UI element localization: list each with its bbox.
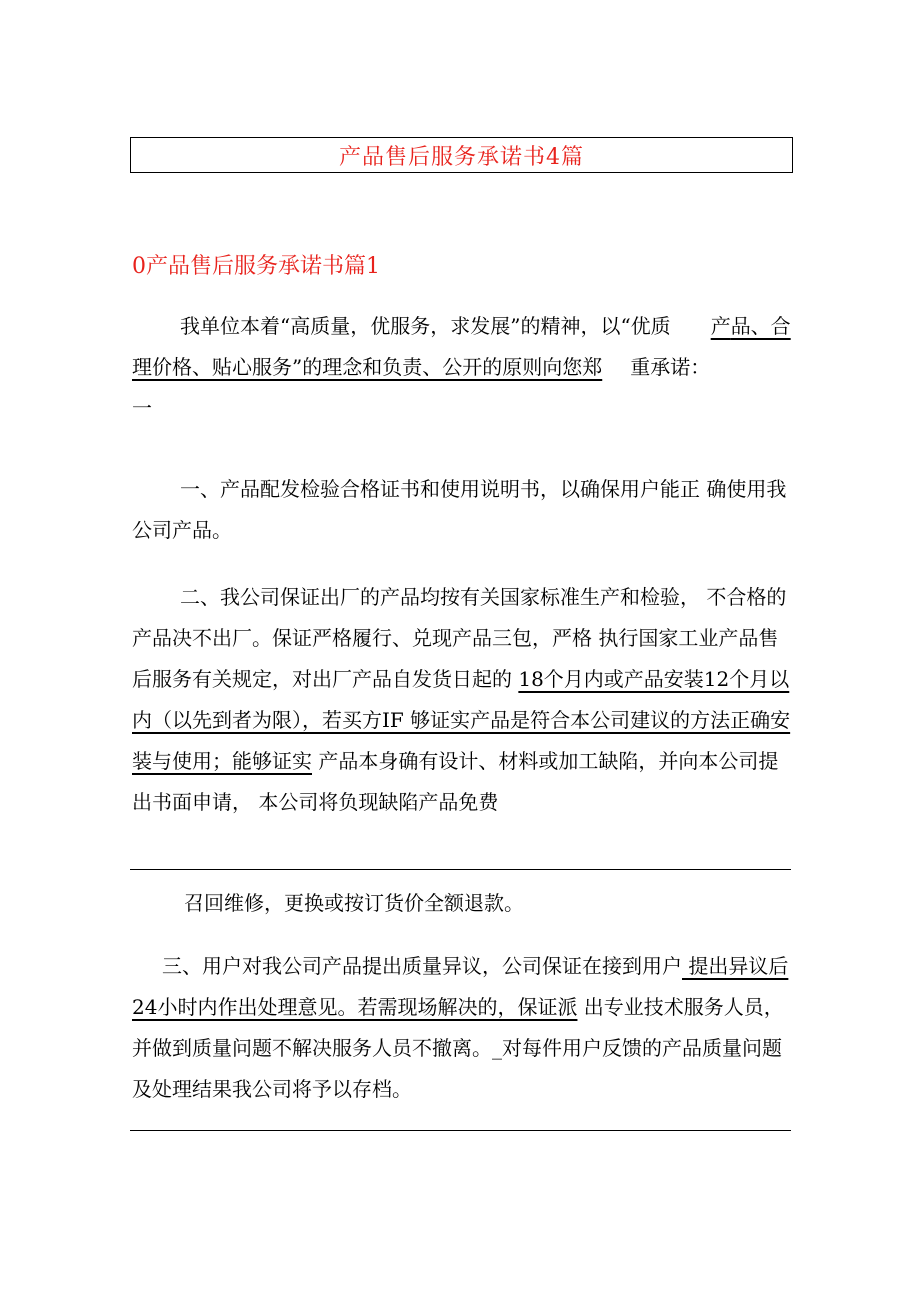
item2-text-b: 18个月内或产品安装12个月以内（以先到者为限），若买方IF 够证实产品是符合本公司建议的方法正确安装与使用；能够证实 — [132, 667, 791, 773]
item3-text-d: _对每件用户反馈的产品质量问题及处理结果我公司将予以存档。 — [132, 1036, 782, 1101]
intro-text-d: 重承诺： — [630, 355, 711, 379]
title-box — [130, 137, 793, 173]
recall-paragraph — [132, 883, 792, 924]
intro-text-a: 我单位本着“高质量，优服务，求发展”的精神，以“优质 — [180, 314, 671, 338]
item1-text: 一、产品配发检验合格证书和使用说明书，以确保用户能正 确使用我公司产品。 — [132, 477, 787, 542]
item2-text-c: 产品本身确有设计、材料或加工缺陷，并向本公司提出书面申请， 本公司将负现缺陷产品免费 — [132, 749, 779, 814]
item3-text-a: 三、用户对我公司产品提出质量异议，公司保证在接到用户 — [162, 954, 682, 978]
item2-paragraph — [132, 577, 792, 823]
document-title: 产品售后服务承诺书4篇 — [339, 144, 584, 170]
section-heading: 0产品售后服务承诺书篇1 — [132, 254, 380, 279]
recall-text: 召回维修，更换或按订货价全额退款。 — [184, 891, 524, 915]
item3-text-b: 提出异议后24小时内作出处理意见。若需现场解决的，保证派 — [132, 954, 789, 1019]
intro-text-e: 一 — [132, 396, 152, 420]
item3-text-c: 出专业技术服务人员，并做到质量问题不解决服务人员不撤离。 — [132, 995, 784, 1060]
intro-paragraph — [132, 306, 792, 429]
item3-paragraph — [132, 946, 792, 1110]
intro-text-b: 产 — [710, 314, 731, 338]
item1-paragraph — [132, 469, 792, 551]
horizontal-rule — [130, 869, 791, 870]
horizontal-rule — [130, 1130, 791, 1131]
intro-text-c: 品、合理价格、贴心服务”的理念和负责、公开的原则向您郑 — [132, 314, 791, 379]
item2-text-a: 二、我公司保证出厂的产品均按有关国家标准生产和检验， 不合格的产品决不出厂。保证严格履行、兑现产品三包，严格 执行国家工业产品售后服务有关规定，对出厂产品自发货日起的 — [132, 585, 787, 691]
